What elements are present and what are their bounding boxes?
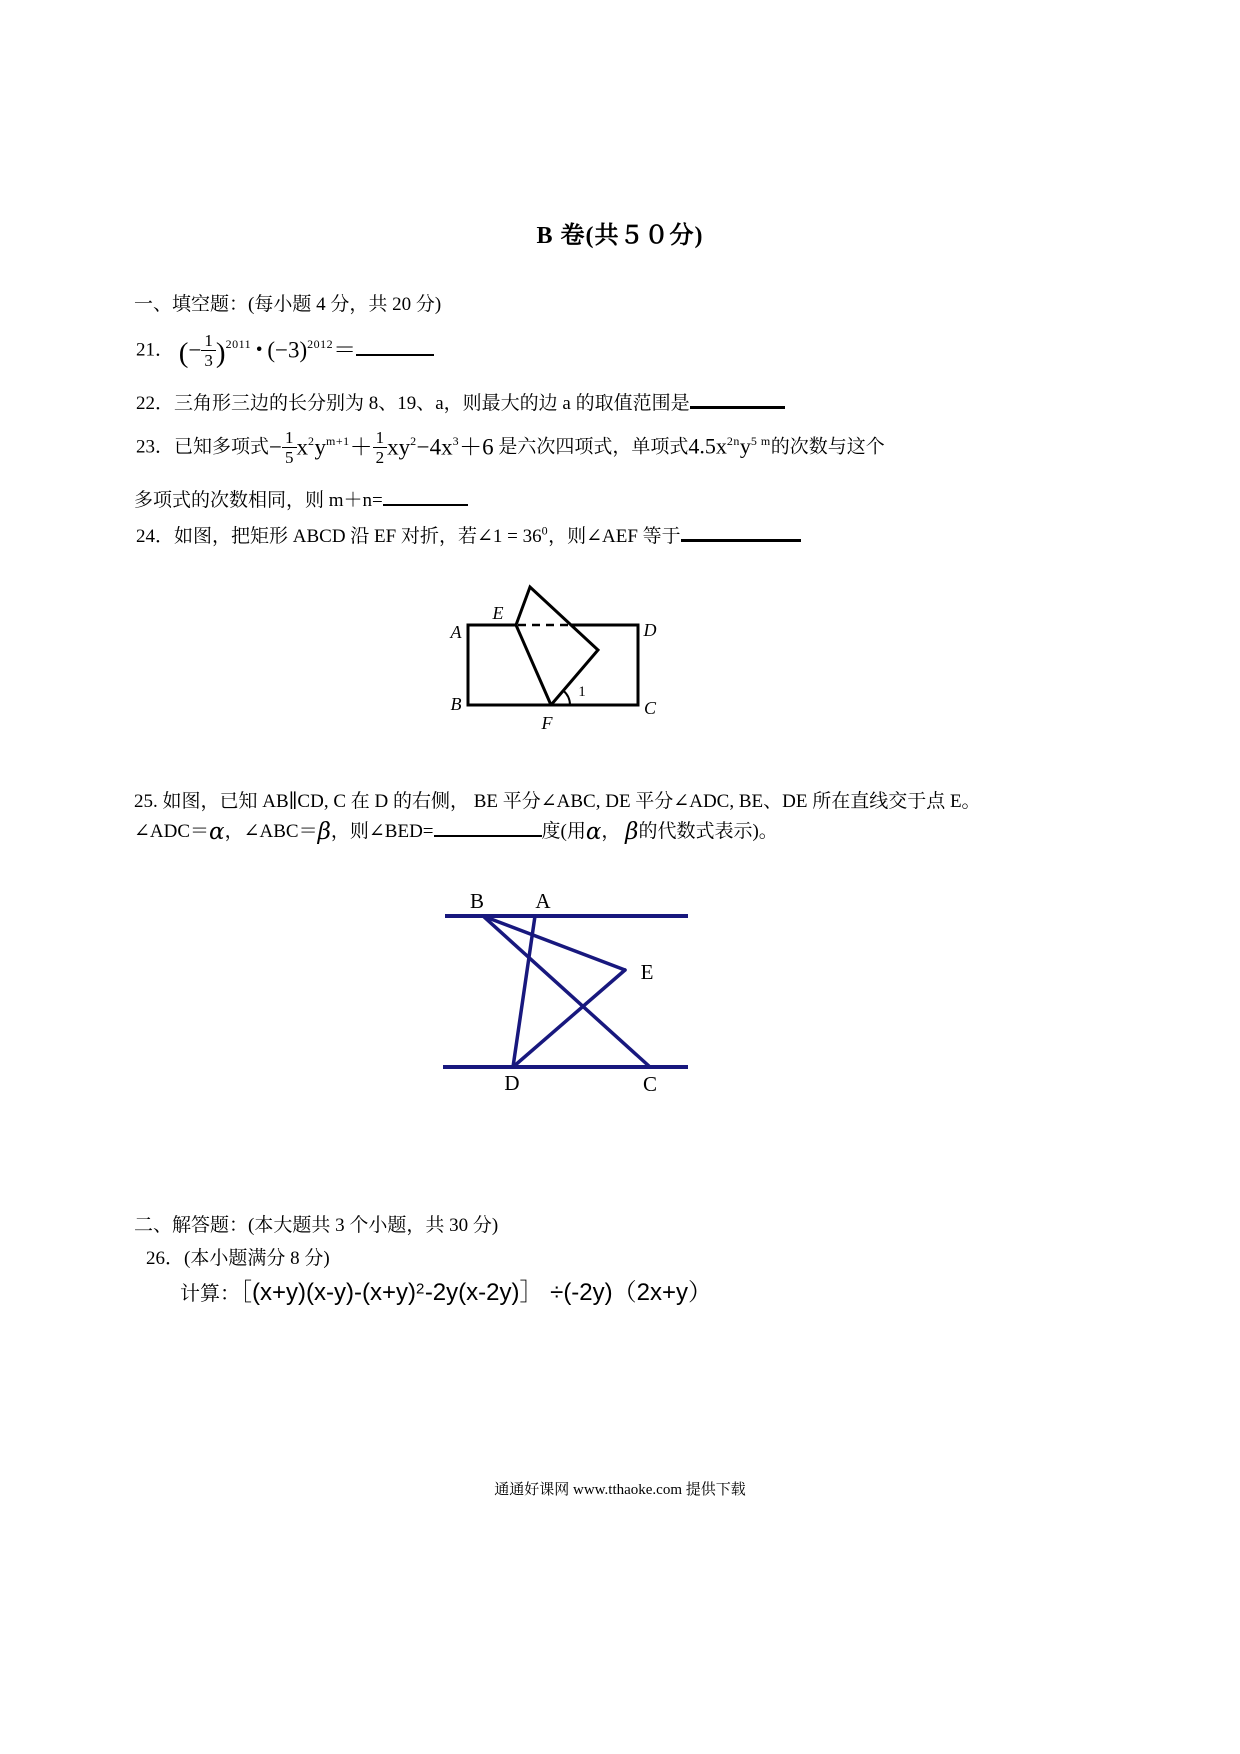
q25-line1-text: 25. 如图，已知 AB∥CD, C 在 D 的右侧， BE 平分∠ABC, DE 平分∠ADC, BE、DE 所在直线交于点 E。 [134, 791, 981, 812]
figure-q25-parallel-lines [428, 878, 712, 1108]
q24-figure-labels [450, 603, 657, 733]
q25-answer-blank [434, 819, 542, 837]
q23-fraction-2: $\frac{1}{2}$ [373, 428, 388, 467]
q23-plus-2: ＋ [459, 434, 483, 460]
q25-beta-2: β [625, 818, 639, 845]
q25-comma: ， [601, 821, 621, 842]
segment-DE [513, 970, 625, 1067]
q21-equals: ＝ [333, 337, 357, 363]
page-title: B 卷(共５０分) [536, 223, 704, 249]
q23-mono-exp1: 2n [726, 434, 740, 449]
question-25-line2 [134, 816, 778, 845]
q26-expr-b: -2y(x-2y)］ ÷(-2y)（2x+y） [424, 1279, 713, 1306]
label-C: C [642, 1072, 658, 1096]
question-23-line2 [134, 485, 468, 512]
rectangle-outline [468, 625, 638, 705]
q23-var-xy: xy [387, 434, 411, 460]
q21-rparen: ) [215, 336, 226, 369]
q23-monomial: 4.5x [688, 433, 727, 459]
label-E: E [492, 603, 504, 623]
q23-exp-2b: 2 [410, 434, 417, 449]
label-E: E [640, 960, 654, 984]
q23-var-x: x [296, 434, 308, 460]
q25-beta: β [317, 818, 331, 845]
segment-BE [483, 916, 625, 970]
q21-number: 21． [136, 339, 175, 361]
label-C: C [643, 698, 657, 718]
label-D: D [643, 620, 657, 640]
segment-BC [483, 916, 650, 1067]
q24-degree-sup: 0 [541, 523, 549, 538]
q23-fraction-1: $\frac{1}{5}$ [282, 428, 297, 467]
label-angle-1: 1 [578, 684, 586, 700]
label-D: D [504, 1071, 520, 1095]
q23-minus-1: − [269, 434, 282, 460]
q21-exponent-1: 2011 [225, 337, 252, 352]
q25-figure-lines [443, 916, 688, 1067]
q23-plus-1: ＋ [349, 434, 373, 460]
question-26-expression [180, 1272, 712, 1307]
q25-alpha-2: α [585, 818, 602, 845]
q23-var-y: y [314, 434, 326, 460]
q25-angle-adc: ∠ADC＝ [134, 821, 210, 842]
q25-alpha: α [209, 818, 225, 845]
q25-tail-text: 的代数式表示)。 [638, 821, 778, 842]
label-F: F [541, 713, 553, 733]
q21-base-2: (−3) [267, 337, 308, 363]
q26-expr-a: ［(x+y)(x-y)-(x+y) [240, 1279, 416, 1306]
question-26-title: 26．(本小题满分 8 分) [146, 1248, 330, 1269]
q26-calc-label: 计算： [180, 1283, 240, 1305]
q21-fraction: $\frac{1}{3}$ [201, 331, 216, 370]
q21-cdot: • [255, 339, 263, 361]
q23-answer-blank [383, 488, 468, 506]
q22-text: 22．三角形三边的长分别为 8、19、a，则最大的边 a 的取值范围是 [136, 393, 690, 414]
label-A: A [450, 622, 462, 642]
q21-exponent-2: 2012 [307, 337, 334, 352]
fold-line-EF [516, 625, 551, 705]
q25-degree-text: 度(用 [541, 821, 586, 842]
q24-text-a: 24．如图，把矩形 ABCD 沿 EF 对折，若∠1 = 36 [136, 526, 542, 547]
q23-exp-3: 3 [452, 434, 460, 449]
section-solve-header: 二、解答题：(本大题共 3 个小题，共 30 分) [134, 1215, 499, 1236]
q23-mid-text: 是六次四项式，单项式 [498, 436, 689, 458]
label-B: B [469, 889, 485, 913]
segment-DA [513, 916, 535, 1067]
q25-angle-abc: ，∠ABC＝ [224, 821, 318, 842]
q21-answer-blank [356, 337, 434, 355]
angle-1-arc [563, 691, 570, 705]
question-22 [136, 388, 785, 415]
q23-tail-text: 的次数与这个 [770, 436, 885, 458]
label-B: B [450, 694, 462, 714]
q24-text-b: ，则∠AEF 等于 [548, 526, 681, 547]
q26-expr-sup: 2 [415, 1280, 425, 1298]
section-fill-header: 一、填空题：(每小题 4 分，共 20 分) [134, 294, 442, 315]
q23-mono-exp2: 5 m [750, 434, 771, 449]
q25-then-bed: ，则∠BED= [330, 821, 434, 842]
q23-minus-2: − [416, 434, 430, 460]
question-21 [136, 331, 434, 370]
figure-q24-folded-rectangle [398, 572, 690, 757]
q24-answer-blank [681, 523, 801, 542]
label-A: A [535, 889, 551, 913]
q23-exp-2: 2 [308, 434, 315, 449]
q23-line2-text: 多项式的次数相同，则 m＋n= [134, 490, 383, 511]
q23-monomial-y: y [739, 433, 751, 459]
q23-exp-m1: m+1 [326, 434, 350, 449]
question-25-line1 [134, 786, 981, 813]
q21-lparen: ( [178, 336, 189, 369]
q23-var-4x: 4x [429, 434, 453, 460]
question-24 [136, 521, 801, 548]
q21-minus: − [188, 337, 202, 363]
q22-answer-blank [690, 390, 785, 409]
q23-lead: 23．已知多项式 [136, 436, 270, 458]
question-23-line1 [136, 428, 885, 467]
footer-watermark: 通通好课网 www.tthaoke.com 提供下载 [494, 1482, 746, 1498]
q23-const-6: 6 [482, 434, 494, 460]
